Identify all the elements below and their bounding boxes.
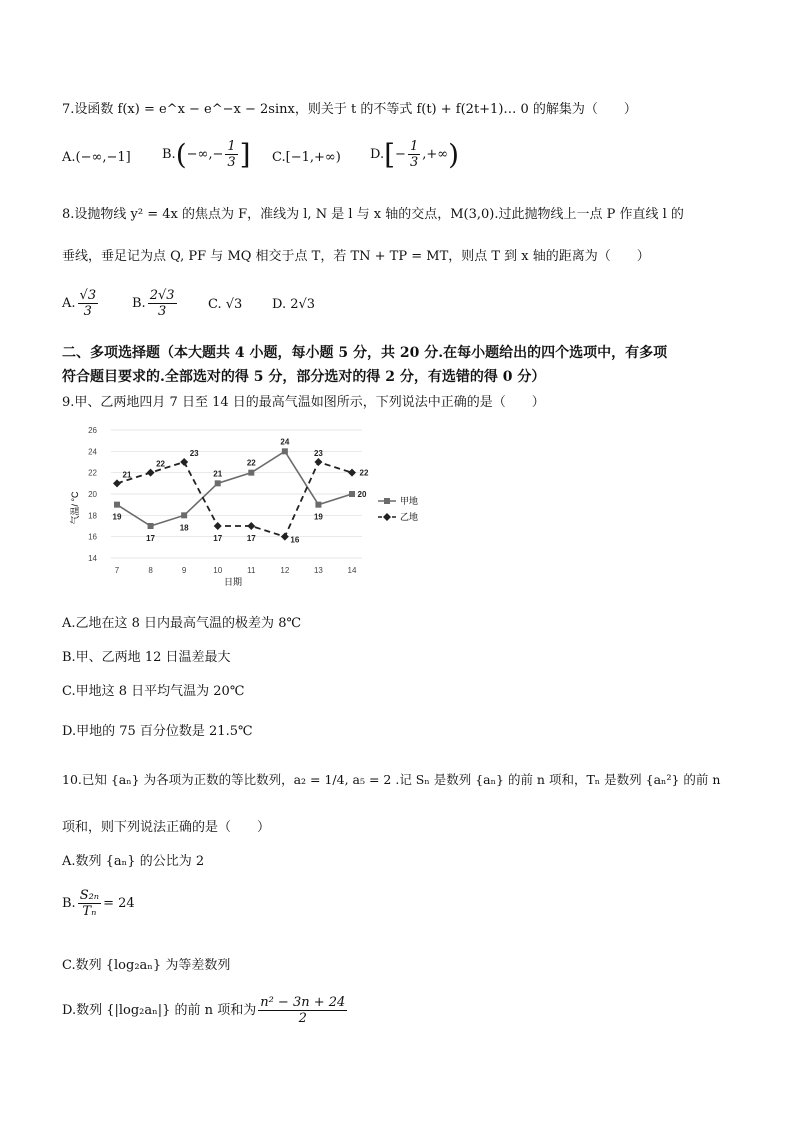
data-label-jia: 19 [112,512,122,522]
data-point-jia [114,502,120,508]
q10-option-d: D.数列 {|log₂aₙ|} 的前 n 项和为 $\frac{\text{n² − 3n + 24}}{2}$ [62,995,346,1026]
data-point-yi [281,533,289,541]
data-point-yi [247,522,255,530]
data-point-jia [215,480,221,486]
question-10-line1: 10.已知 {aₙ} 为各项为正数的等比数列，a₂ = 1/4, a₅ = 2 .记 Sₙ 是数列 {aₙ} 的前 n 项和，Tₙ 是数列 {aₙ²} 的前 n [62,772,721,787]
legend-label-jia: 甲地 [400,496,419,506]
chart-y-ticks [88,426,97,563]
data-point-jia [282,448,288,454]
data-point-yi [314,458,322,466]
x-tick-label: 11 [247,566,256,575]
q7-option-a: A.(−∞,−1] [62,150,131,165]
y-tick-label: 14 [88,554,97,563]
data-point-jia [349,491,355,497]
chart-legend [378,495,418,522]
data-label-yi: 23 [189,449,199,458]
y-tick-label: 18 [88,511,97,521]
data-label-yi: 22 [156,459,166,469]
data-label-yi: 17 [246,534,256,543]
x-tick-label: 10 [213,566,223,575]
q8-option-d: D. 2√3 [272,297,316,312]
data-label-yi: 17 [213,534,223,543]
y-tick-label: 22 [88,468,97,478]
data-point-yi [180,458,188,466]
y-tick-label: 20 [88,490,97,499]
data-point-yi [214,522,222,530]
q9-option-d: D.甲地的 75 百分位数是 21.5℃ [62,724,253,739]
y-axis-label: 气温/ °C [70,491,80,525]
data-point-yi [113,479,121,487]
question-9-text: 9.甲、乙两地四月 7 日至 14 日的最高气温如图所示，下列说法中正确的是（ ） [62,395,545,410]
data-label-jia: 17 [146,534,156,543]
x-tick-label: 13 [313,566,323,575]
data-label-jia: 19 [313,512,323,522]
q9-option-b: B.甲、乙两地 12 日温差最大 [62,650,231,665]
y-tick-label: 26 [88,426,97,435]
q9-option-a: A.乙地在这 8 日内最高气温的极差为 8℃ [62,616,302,631]
q10-option-a: A.数列 {aₙ} 的公比为 2 [62,854,205,869]
data-label-jia: 24 [280,437,290,447]
section-2-heading-line2: 符合题目要求的.全部选对的得 5 分，部分选对的得 2 分，有选错的得 0 分） [62,369,546,385]
data-point-jia [248,470,254,476]
x-tick-label: 7 [114,566,120,575]
q7-option-c: C.[−1,+∞) [272,150,341,165]
data-point-yi [147,469,155,477]
data-label-jia: 18 [179,523,189,533]
q8-option-c: C. √3 [208,297,243,312]
data-label-yi: 21 [122,470,132,480]
data-label-jia: 22 [246,458,256,468]
data-point-jia [181,512,187,518]
chart-x-ticks [115,566,357,575]
data-label-jia: 21 [213,469,223,479]
x-axis-label: 日期 [223,577,243,587]
q8-option-a: A. $\frac{√3}{3}$ [62,288,97,319]
question-7-text: 7.设函数 f(x) = e^x − e^−x − 2sinx，则关于 t 的不等式 f(t) + f(2t+1)… 0 的解集为（ ） [62,102,637,117]
q7-option-b: B.(−∞,− $\frac{1}{3}$ ] [162,138,251,171]
data-point-jia [315,502,321,508]
q8-option-b: B. $\frac{2√3}{3}$ [132,288,175,319]
data-label-yi: 16 [290,535,300,545]
x-tick-label: 12 [280,566,290,575]
data-label-yi: 23 [313,449,323,458]
data-point-yi [348,469,356,477]
question-8-line2: 垂线，垂足记为点 Q, PF 与 MQ 相交于点 T，若 TN + TP = MT，则点 T 到 x 轴的距离为（ ） [62,249,650,264]
x-tick-label: 8 [148,566,153,575]
y-tick-label: 24 [88,447,97,457]
q10-option-c: C.数列 {log₂aₙ} 为等差数列 [62,958,231,973]
q7-option-d: D.[− $\frac{1}{3}$ ,+∞) [370,138,460,171]
x-tick-label: 14 [347,566,357,575]
temperature-line-chart [62,420,442,595]
q9-option-c: C.甲地这 8 日平均气温为 20℃ [62,684,245,699]
data-label-yi: 22 [359,468,369,478]
legend-label-yi: 乙地 [400,512,419,522]
data-labels-yi [123,449,369,545]
data-point-jia [148,523,154,529]
x-tick-label: 9 [181,566,187,575]
q10-option-b: B. $\frac{\text{S₂ₙ}}{\text{Tₙ}}$ = 24 [62,888,135,919]
data-label-jia: 20 [357,490,367,499]
question-8-line1: 8.设抛物线 y² = 4x 的焦点为 F，准线为 l, N 是 l 与 x 轴的交点，M(3,0).过此抛物线上一点 P 作直线 l 的 [62,207,684,222]
section-2-heading-line1: 二、多项选择题（本大题共 4 小题，每小题 5 分，共 20 分.在每小题给出的四个选项中，有多项 [62,345,668,361]
y-tick-label: 16 [88,532,97,542]
question-10-line2: 项和，则下列说法正确的是（ ） [62,820,271,835]
